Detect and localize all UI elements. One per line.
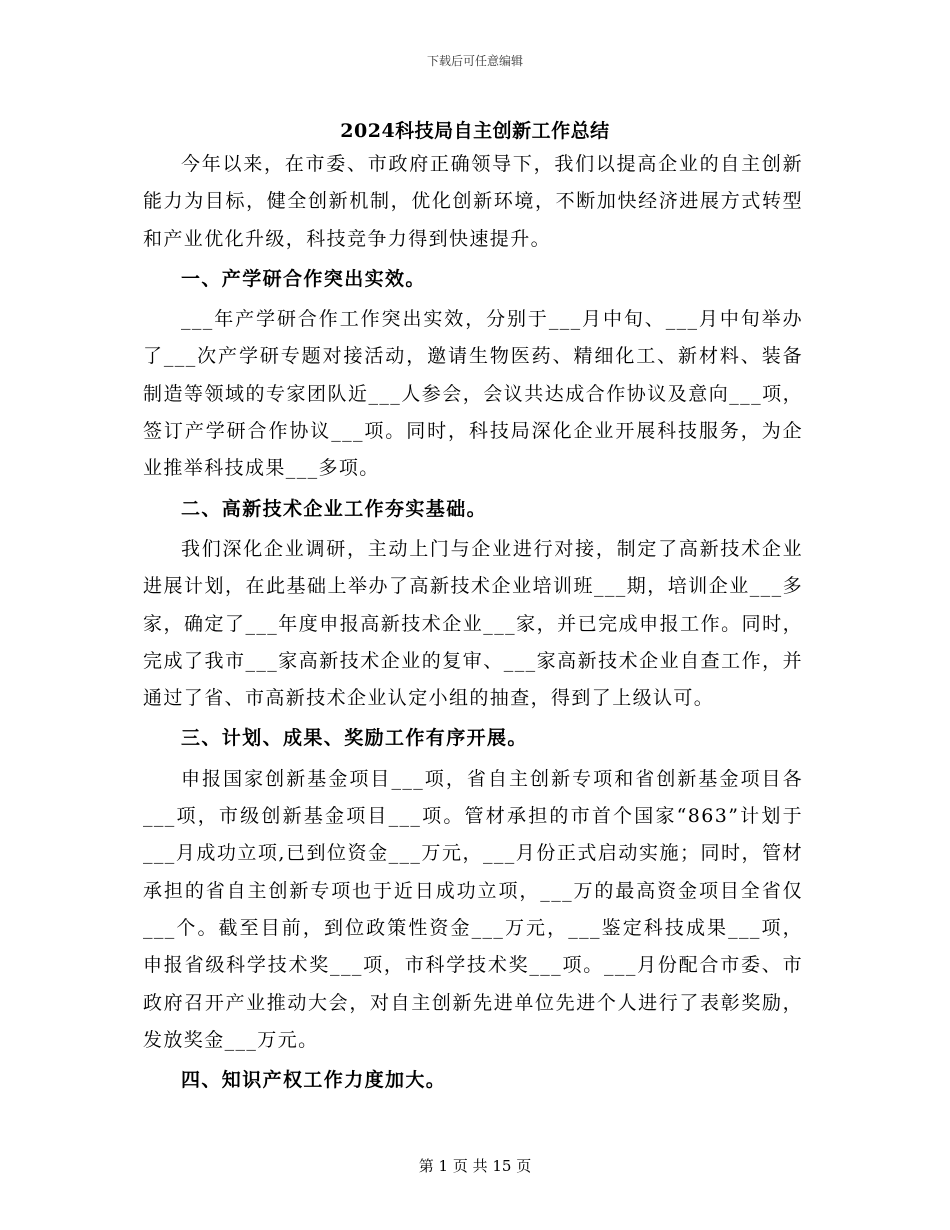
section-paragraph-2: 我们深化企业调研，主动上门与企业进行对接，制定了高新技术企业进展计划，在此基础上举办了高新技术企业培训班___期，培训企业___多家，确定了___年度申报高新技术企业___家，并已完成申报工作。同时，完成了我市___家高新技术企业的复审、___家高新技术企业自查工作，并通过了省、市高新技术企业认定小组的抽查，得到了上级认可。	[143, 537, 803, 710]
document-title: 2024科技局自主创新工作总结	[340, 120, 610, 142]
section-paragraph-3: 申报国家创新基金项目___项，省自主创新专项和省创新基金项目各___项，市级创新基金项目___项。管材承担的市首个国家“863”计划于___月成功立项,已到位资金___万元，___月份正式启动实施；同时，管材承担的省自主创新专项也于近日成功立项，___万的最高资金项目全省仅___个。截至目前，到位政策性资金___万元，___鉴定科技成果___项，申报省级科学技术奖___项，市科学技术奖___项。___月份配合市委、市政府召开产业推动大会，对自主创新先进单位先进个人进行了表彰奖励，发放奖金___万元。	[143, 767, 803, 1051]
section-heading-1: 一、产学研合作突出实效。	[181, 267, 426, 290]
header-note: 下载后可任意编辑	[426, 54, 523, 68]
section-paragraph-1: ___年产学研合作工作突出实效，分别于___月中旬、___月中旬举办了___次产学研专题对接活动，邀请生物医药、精细化工、新材料、装备制造等领域的专家团队近___人参会，会议共达成合作协议及意向___项，签订产学研合作协议___项。同时，科技局深化企业开展科技服务，为企业推举科技成果___多项。	[143, 308, 803, 480]
page-number-footer: 第 1 页 共 15 页	[418, 1157, 532, 1175]
document-body	[143, 146, 803, 1102]
section-heading-3: 三、计划、成果、奖励工作有序开展。	[181, 727, 528, 750]
intro-paragraph: 今年以来，在市委、市政府正确领导下，我们以提高企业的自主创新能力为目标，健全创新机制，优化创新环境，不断加快经济进展方式转型和产业优化升级，科技竞争力得到快速提升。	[143, 153, 803, 250]
section-heading-4: 四、知识产权工作力度加大。	[181, 1069, 447, 1092]
section-heading-2: 二、高新技术企业工作夯实基础。	[181, 497, 488, 520]
